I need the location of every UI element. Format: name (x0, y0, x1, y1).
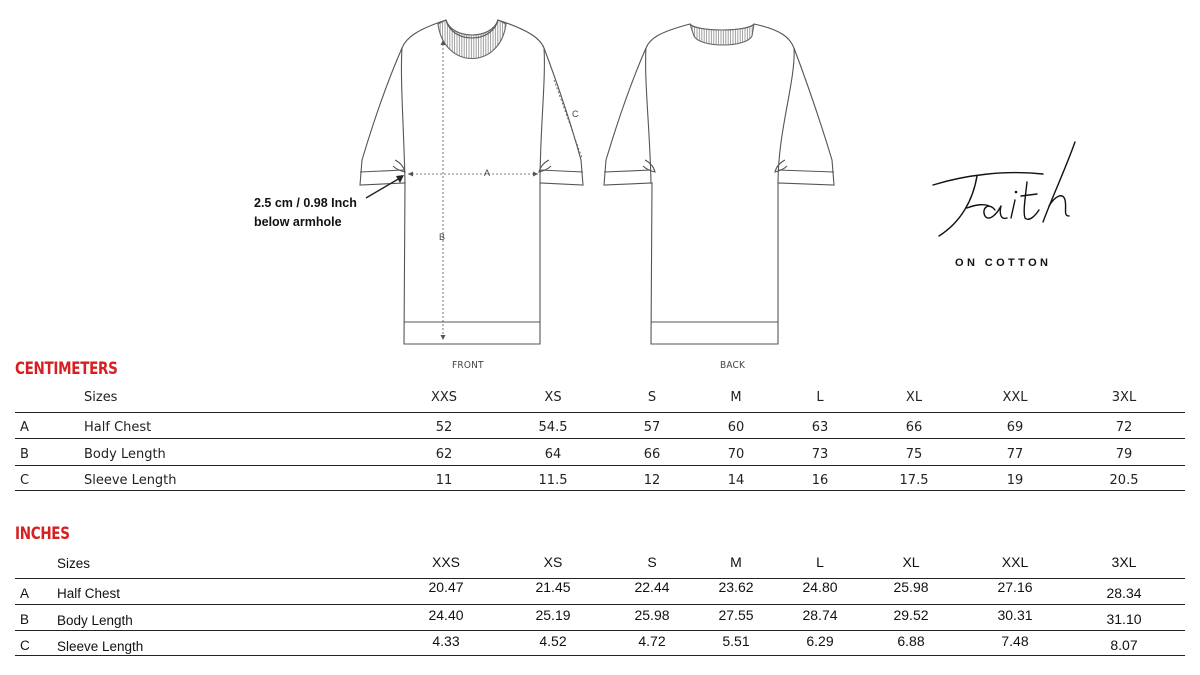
size-header: XL (905, 390, 923, 405)
table-cell: 11 (435, 473, 453, 488)
back-view-drawing (604, 24, 834, 344)
front-view-label: FRONT (452, 360, 484, 371)
size-header: M (730, 390, 742, 405)
table-cell: 75 (905, 447, 923, 462)
table-cell: 12 (643, 473, 661, 488)
inches-title: INCHES (15, 523, 70, 544)
table-cell: 64 (544, 447, 562, 462)
brand-logo-script (925, 130, 1105, 245)
table-cell: 19 (1006, 473, 1024, 488)
table-cell: 62 (435, 447, 453, 462)
dimension-label-b: B (439, 232, 446, 242)
table-cell: 21.45 (535, 579, 571, 595)
table-cell: 17.5 (899, 473, 929, 488)
table-rule (15, 412, 1185, 413)
armhole-note-line1: 2.5 cm / 0.98 Inch (254, 196, 357, 210)
table-cell: 4.52 (539, 633, 567, 649)
row-label: Sleeve Length (84, 473, 177, 488)
table-cell: 73 (811, 447, 829, 462)
table-cell: 7.48 (1001, 633, 1029, 649)
table-cell: 25.98 (634, 607, 670, 623)
table-cell: 70 (727, 447, 745, 462)
row-key: B (20, 612, 30, 627)
table-cell: 57 (643, 420, 661, 435)
table-cell: 4.72 (638, 633, 666, 649)
table-cell: 79 (1115, 447, 1133, 462)
table-cell: 60 (727, 420, 745, 435)
row-label: Sleeve Length (57, 639, 144, 654)
size-header: 3XL (1111, 554, 1137, 570)
row-label: Half Chest (84, 420, 152, 435)
row-label: Body Length (57, 613, 133, 628)
row-key: A (20, 420, 29, 435)
table-cell: 66 (643, 447, 661, 462)
size-header: L (816, 390, 824, 405)
size-header: L (816, 554, 824, 570)
table-cell: 28.34 (1106, 585, 1142, 601)
row-key: C (20, 473, 30, 488)
table-rule (15, 604, 1185, 605)
centimeters-title: CENTIMETERS (15, 358, 118, 379)
size-header: S (647, 554, 657, 570)
brand-tagline: ON COTTON (955, 257, 1052, 269)
table-cell: 25.19 (535, 607, 571, 623)
table-rule (15, 465, 1185, 466)
row-label: Body Length (84, 447, 166, 462)
table-cell: 30.31 (997, 607, 1033, 623)
size-header: XXS (430, 390, 458, 405)
table-cell: 20.47 (428, 579, 464, 595)
table-cell: 11.5 (538, 473, 568, 488)
size-header: 3XL (1111, 390, 1137, 405)
size-header: XXL (1001, 554, 1029, 570)
table-cell: 28.74 (802, 607, 838, 623)
size-header: XS (543, 554, 563, 570)
armhole-note (254, 194, 357, 232)
table-cell: 54.5 (538, 420, 568, 435)
table-cell: 6.29 (806, 633, 834, 649)
back-view-label: BACK (720, 360, 746, 371)
table-cell: 24.40 (428, 607, 464, 623)
size-header: XXS (431, 554, 461, 570)
row-label: Half Chest (57, 586, 121, 601)
table-rule (15, 438, 1185, 439)
dimension-label-c: C (572, 109, 579, 119)
size-header: XXL (1002, 390, 1028, 405)
table-rule (15, 490, 1185, 491)
table-cell: 31.10 (1106, 611, 1142, 627)
table-cell: 25.98 (893, 579, 929, 595)
table-cell: 72 (1115, 420, 1133, 435)
table-cell: 16 (811, 473, 829, 488)
size-header: S (647, 390, 657, 405)
size-header: XS (544, 390, 562, 405)
table-rule (15, 655, 1185, 656)
table-cell: 4.33 (432, 633, 460, 649)
table-cell: 8.07 (1110, 637, 1138, 653)
table-cell: 63 (811, 420, 829, 435)
table-cell: 29.52 (893, 607, 929, 623)
table-cell: 52 (435, 420, 453, 435)
sizes-header: Sizes (57, 556, 91, 571)
table-cell: 66 (905, 420, 923, 435)
sizes-header: Sizes (84, 390, 118, 405)
size-header: XL (902, 554, 920, 570)
row-key: C (20, 638, 30, 653)
table-rule (15, 630, 1185, 631)
dimension-label-a: A (484, 168, 491, 178)
row-key: A (20, 586, 30, 601)
table-cell: 23.62 (718, 579, 754, 595)
size-header: M (730, 554, 742, 570)
table-cell: 14 (727, 473, 745, 488)
table-cell: 22.44 (634, 579, 670, 595)
table-cell: 6.88 (897, 633, 925, 649)
table-cell: 69 (1006, 420, 1024, 435)
row-key: B (20, 447, 29, 462)
table-cell: 5.51 (722, 633, 750, 649)
table-cell: 20.5 (1109, 473, 1139, 488)
table-cell: 24.80 (802, 579, 838, 595)
table-cell: 27.55 (718, 607, 754, 623)
table-cell: 77 (1006, 447, 1024, 462)
armhole-note-line2: below armhole (254, 215, 342, 229)
table-cell: 27.16 (997, 579, 1033, 595)
